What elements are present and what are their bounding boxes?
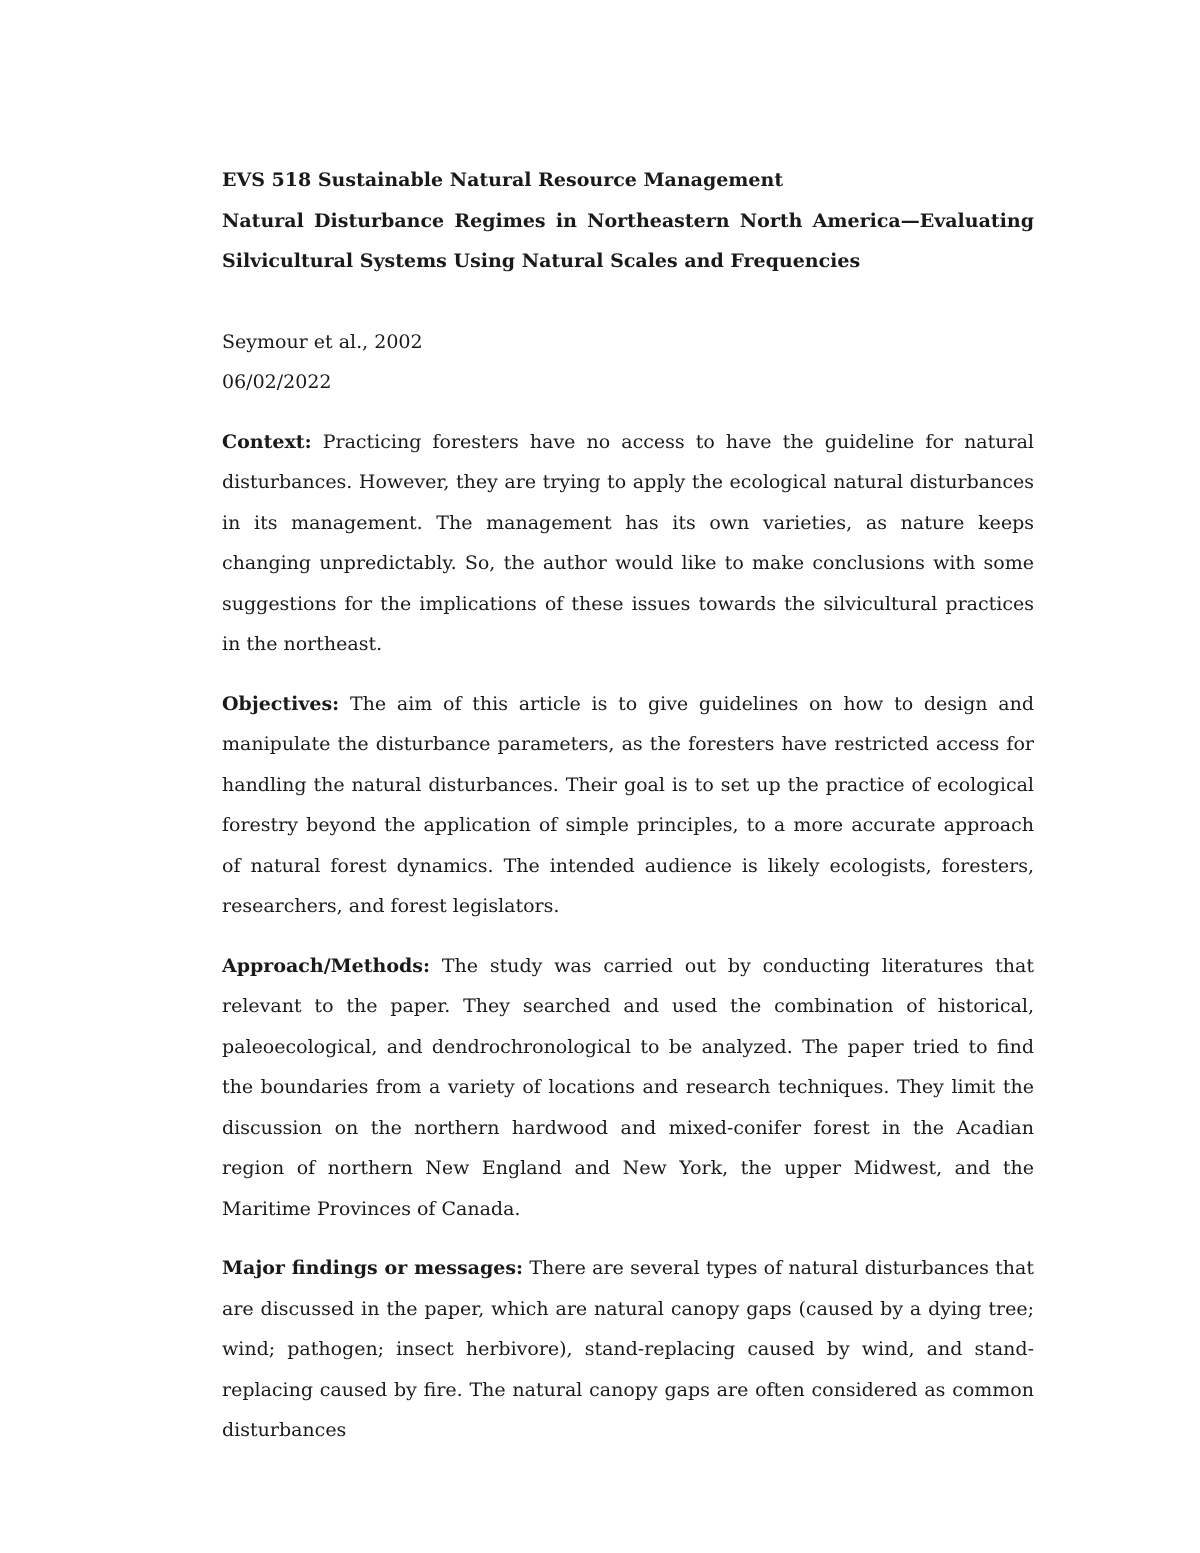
citation: Seymour et al., 2002	[222, 330, 423, 353]
document-page	[222, 160, 1034, 1451]
date: 06/02/2022	[222, 371, 332, 393]
section-text: There are several types of natural disturbances that are discussed in the paper, which are natural canopy gaps (caused by a dying tree; wind; pathogen; insect herbivore), stand-replacing caused by wind, and stand-replacing caused by fire. The natural canopy gaps are often considered as common disturbances	[222, 1257, 1035, 1441]
section-text: Practicing foresters have no access to have the guideline for natural disturbances. However, they are trying to apply the ecological natural disturbances in its management. The management has its own varieties, as nature keeps changing unpredictably. So, the author would like to make conclusions with some suggestions for the implications of these issues towards the silvicultural practices in the northeast.	[222, 430, 1034, 655]
section-label: Major findings or messages:	[222, 1257, 524, 1279]
section-text: The study was carried out by conducting literatures that relevant to the paper. They searched and used the combination of historical, paleoecological, and dendrochronological to be analyzed. The paper tried to find the boundaries from a variety of locations and research techniques. They limit the discussion on the northern hardwood and mixed-conifer forest in the Acadian region of northern New England and New York, the upper Midwest, and the Maritime Provinces of Canada.	[222, 954, 1034, 1220]
meta-block	[222, 322, 1034, 403]
section-objectives	[222, 684, 1034, 927]
section-major-findings	[222, 1248, 1034, 1451]
course-title: EVS 518 Sustainable Natural Resource Management	[222, 169, 784, 191]
section-label: Context:	[222, 430, 312, 453]
section-approach-methods	[222, 946, 1034, 1230]
paper-title: Natural Disturbance Regimes in Northeastern North America—Evaluating Silvicultural Systems Using Natural Scales and Frequencies	[222, 209, 1034, 272]
section-context	[222, 422, 1034, 665]
section-label: Approach/Methods:	[222, 954, 431, 977]
section-text: The aim of this article is to give guidelines on how to design and manipulate the disturbance parameters, as the foresters have restricted access for handling the natural disturbances. Their goal is to set up the practice of ecological forestry beyond the application of simple principles, to a more accurate approach of natural forest dynamics. The intended audience is likely ecologists, foresters, researchers, and forest legislators.	[222, 692, 1035, 917]
section-label: Objectives:	[222, 692, 340, 715]
